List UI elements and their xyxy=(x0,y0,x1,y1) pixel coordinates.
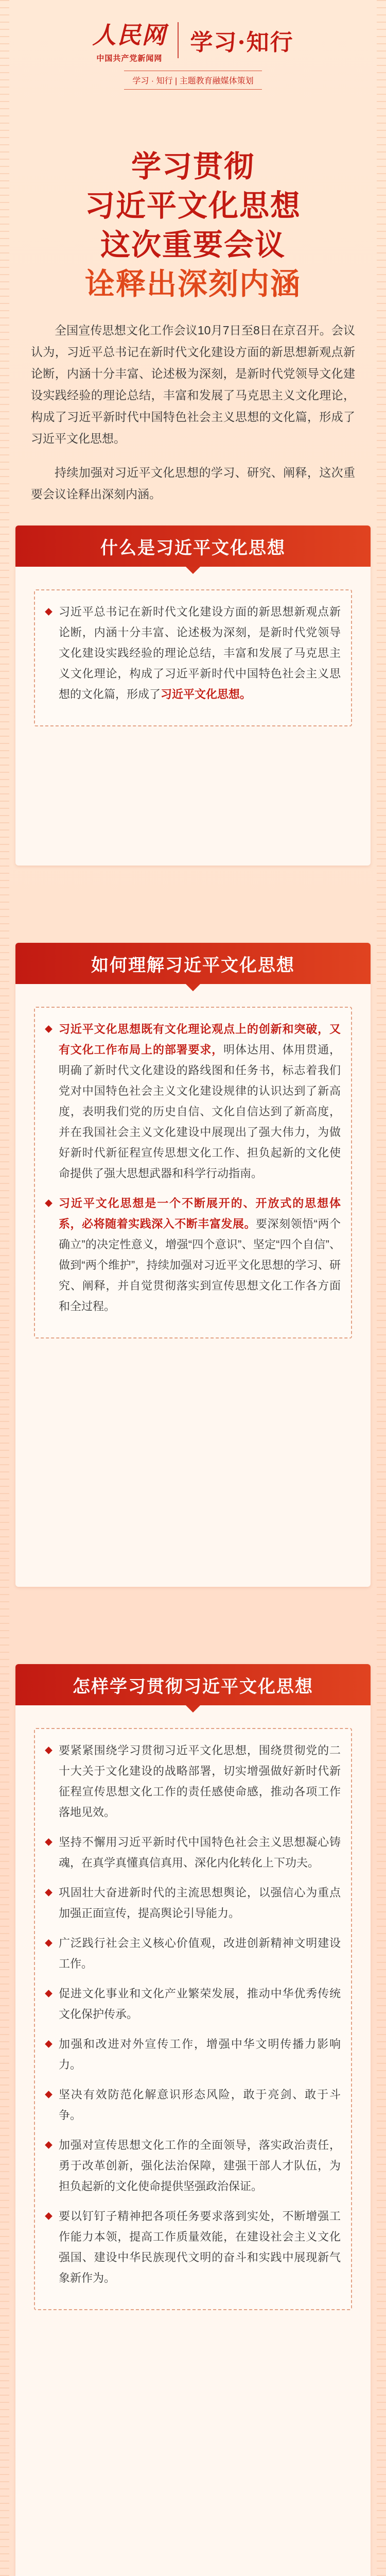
decorative-stripe-left xyxy=(0,0,9,2576)
brand-divider xyxy=(178,22,179,58)
list-item-text: 促进文化事业和文化产业繁荣发展，推动中华优秀传统文化保护传承。 xyxy=(59,1987,341,2021)
list-item xyxy=(45,2135,341,2197)
section-header xyxy=(15,943,371,984)
section-body xyxy=(15,1705,371,2326)
list-item-text: 加强对宣传思想文化工作的全面领导，落实政治责任，勇于改革创新，强化法治保障，建强干部人才队伍，为担负起新的文化使命提供坚强政治保证。 xyxy=(59,2139,341,2193)
title-line-1: 学习贯彻 xyxy=(131,149,255,184)
list-item xyxy=(45,1984,341,2025)
paragraph-strong: 习近平文化思想是一个不断展开的、开放式的思想体系，必将随着实践深入不断丰富发展。 xyxy=(59,1197,341,1230)
bullet-icon xyxy=(45,2040,52,2048)
paragraph-text: 明体达用、体用贯通，明确了新时代文化建设的路线图和任务书，标志着我们党对中国特色社会主义文化建设规律的认识达到了新高度，表明我们党的历史自信、文化自信达到了新高度，并在我国社会主义文化建设中展现出了强大伟力，为做好新时代新征程宣传思想文化工作、担负起新的文化使命提供了强大思想武器和科学行动指南。 xyxy=(59,1043,341,1180)
list-item xyxy=(45,1933,341,1974)
paragraph xyxy=(45,1019,341,1184)
people-daily-logo xyxy=(92,16,166,63)
list-item xyxy=(45,2034,341,2075)
list-item xyxy=(45,1740,341,1823)
section-header xyxy=(15,526,371,567)
brand-tagline: 学习 · 知行 | 主题教育融媒体策划 xyxy=(124,71,261,90)
list-item xyxy=(45,1832,341,1873)
list-item xyxy=(45,1883,341,1924)
section-title: 如何理解习近平文化思想 xyxy=(91,955,295,975)
section-body xyxy=(15,984,371,1354)
list-item xyxy=(45,2084,341,2126)
bullet-icon xyxy=(45,1889,52,1896)
bullet-icon xyxy=(45,1747,52,1754)
list-item-text: 要紧紧围绕学习贯彻习近平文化思想，围绕贯彻党的二十大关于文化建设的战略部署，切实增强做好新时代新征程宣传思想文化工作的责任感使命感，推动各项工作落地见效。 xyxy=(59,1744,341,1819)
page-title xyxy=(0,147,386,303)
paragraph-text: 要深刻领悟“两个确立”的决定性意义，增强“四个意识”、坚定“四个自信”、做到“两个维护”，持续加强对习近平文化思想的学习、研究、阐释，并自觉贯彻落实到宣传思想文化工作各方面和全过程。 xyxy=(59,1217,341,1313)
bullet-icon xyxy=(45,1025,52,1033)
bullet-icon xyxy=(45,2091,52,2098)
bullet-icon xyxy=(45,1939,52,1947)
list-item-text: 加强和改进对外宣传工作，增强中华文明传播力影响力。 xyxy=(59,2038,341,2071)
intro-paragraph-1: 全国宣传思想文化工作会议10月7日至8日在京召开。会议认为，习近平总书记在新时代文化建设方面的新思想新观点新论断，内涵十分丰富、论述极为深刻，是新时代党领导文化建设实践经验的理论总结，丰富和发展了马克思主义文化理论，构成了习近平新时代中国特色社会主义思想的文化篇，形成了习近平文化思想。 xyxy=(31,324,355,445)
section-title: 怎样学习贯彻习近平文化思想 xyxy=(73,1676,313,1697)
paragraph xyxy=(45,602,341,705)
list-item-text: 坚持不懈用习近平新时代中国特色社会主义思想凝心铸魂，在真学真懂真信真用、深化内化转化上下功夫。 xyxy=(59,1836,341,1869)
bullet-icon xyxy=(45,1990,52,1997)
logo-sub-text: 中国共产党新闻网 xyxy=(96,54,163,63)
framed-box xyxy=(34,589,352,726)
bullet-icon xyxy=(45,2212,52,2220)
list-item xyxy=(45,2206,341,2289)
logo-main-text: 人民网 xyxy=(92,21,167,49)
study-brand-mark: 学习·知行 xyxy=(190,29,294,56)
bullet-icon xyxy=(45,1199,52,1207)
page-header xyxy=(0,11,386,125)
section-body xyxy=(15,567,371,742)
bullet-icon xyxy=(45,608,52,616)
framed-box xyxy=(34,1728,352,2310)
paragraph xyxy=(45,1193,341,1317)
bullet-icon xyxy=(45,2141,52,2149)
section-how-understand xyxy=(15,943,371,1587)
section-title: 什么是习近平文化思想 xyxy=(100,538,286,558)
paragraph-strong: 习近平文化思想既有文化理论观点上的创新和突破，又有文化工作布局上的部署要求， xyxy=(59,1023,341,1056)
decorative-stripe-right xyxy=(377,0,386,2576)
section-how-study xyxy=(15,1664,371,2576)
bullet-icon xyxy=(45,1838,52,1846)
section-header xyxy=(15,1664,371,1705)
framed-box xyxy=(34,1007,352,1338)
intro-paragraph-2: 持续加强对习近平文化思想的学习、研究、阐释，这次重要会议诠释出深刻内涵。 xyxy=(31,466,355,501)
title-line-2: 习近平文化思想 xyxy=(84,188,301,223)
title-line-3: 这次重要会议 xyxy=(100,227,286,262)
list-item-text: 巩固壮大奋进新时代的主流思想舆论，以强信心为重点加强正面宣传，提高舆论引导能力。 xyxy=(59,1886,341,1920)
title-line-4: 诠释出深刻内涵 xyxy=(84,266,301,301)
list-item-text: 广泛践行社会主义核心价值观，改进创新精神文明建设工作。 xyxy=(59,1937,341,1970)
brand-row xyxy=(0,16,386,63)
paragraph-text: 习近平总书记在新时代文化建设方面的新思想新观点新论断，内涵十分丰富、论述极为深刻，是新时代党领导文化建设实践经验的理论总结，丰富和发展了马克思主义文化理论，构成了习近平新时代中国特色社会主义思想的文化篇，形成了 xyxy=(59,605,341,701)
paragraph-strong: 习近平文化思想。 xyxy=(161,688,252,701)
section-what-is xyxy=(15,526,371,866)
intro-text xyxy=(31,319,355,517)
list-item-text: 坚决有效防范化解意识形态风险，敢于亮剑、敢于斗争。 xyxy=(59,2088,341,2122)
list-item-text: 要以钉钉子精神把各项任务要求落到实处，不断增强工作能力本领，提高工作质量效能，在建设社会主义文化强国、建设中华民族现代文明的奋斗和实践中展现新气象新作为。 xyxy=(59,2210,341,2284)
